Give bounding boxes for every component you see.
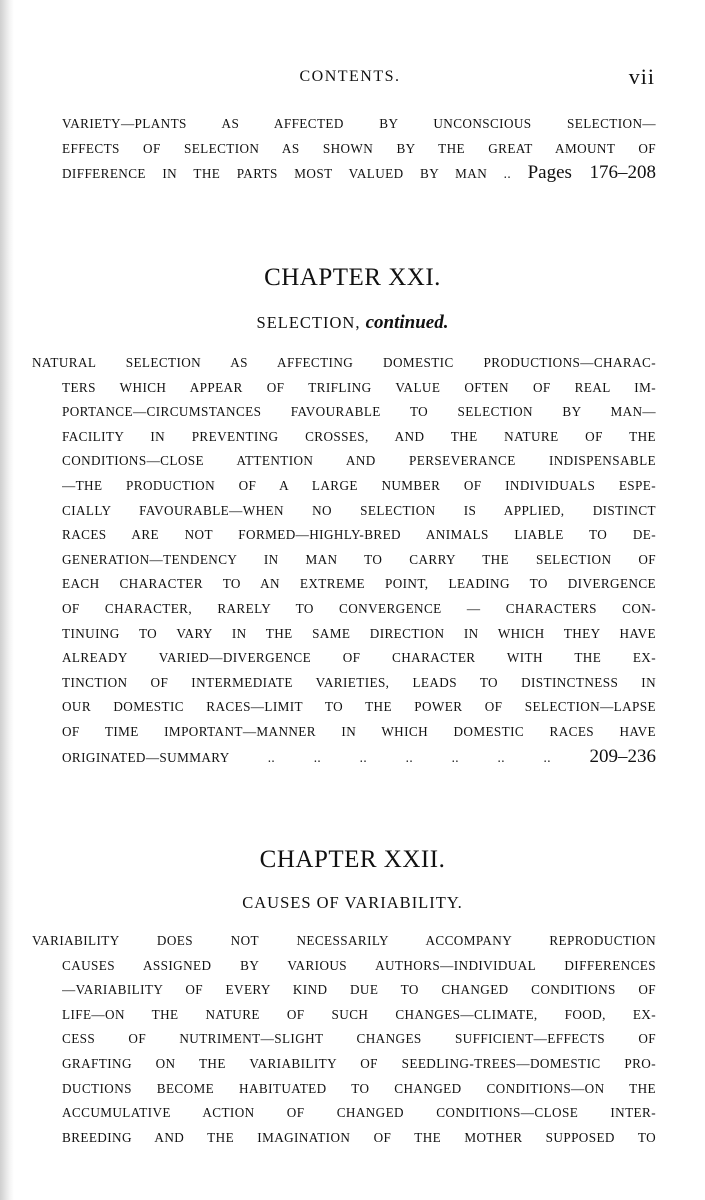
text-line: GENERATION—TENDENCY IN MAN TO CARRY THE SELECTION OF: [62, 551, 656, 567]
chapter-21-summary: [32, 351, 656, 769]
text-line: CIALLY FAVOURABLE—WHEN NO SELECTION IS APPLIED, DISTINCT: [62, 502, 656, 518]
text-line-last: [62, 161, 656, 186]
chapter-22-summary: [32, 929, 656, 1150]
page-range: 209–236: [589, 745, 656, 767]
text-line: CONDITIONS—CLOSE ATTENTION AND PERSEVERANCE INDISPENSABLE: [62, 453, 656, 469]
text-line: —VARIABILITY OF EVERY KIND DUE TO CHANGED CONDITIONS OF: [62, 982, 656, 998]
running-head: [0, 66, 705, 96]
chapter-22-title: CHAPTER XXII.: [259, 846, 446, 873]
text-line: TERS WHICH APPEAR OF TRIFLING VALUE OFTEN OF REAL IM-: [62, 379, 656, 395]
text-line: OUR DOMESTIC RACES—LIMIT TO THE POWER OF SELECTION—LAPSE: [62, 699, 656, 715]
text-line: EACH CHARACTER TO AN EXTREME POINT, LEADING TO DIVERGENCE: [62, 576, 656, 592]
text-line: ACCUMULATIVE ACTION OF CHANGED CONDITIONS—CLOSE INTER-: [62, 1105, 656, 1121]
text-line: OF TIME IMPORTANT—MANNER IN WHICH DOMESTIC RACES HAVE: [62, 723, 656, 739]
top-section-text: [62, 112, 656, 186]
text-line: NATURAL SELECTION AS AFFECTING DOMESTIC PRODUCTIONS—CHARAC-: [32, 355, 656, 370]
text-line: DUCTIONS BECOME HABITUATED TO CHANGED CONDITIONS—ON THE: [62, 1080, 656, 1096]
text-line: CAUSES ASSIGNED BY VARIOUS AUTHORS—INDIVIDUAL DIFFERENCES: [62, 957, 656, 973]
page-range: Pages 176–208: [527, 162, 656, 184]
text-line: VARIETY—PLANTS AS AFFECTED BY UNCONSCIOUS SELECTION—: [62, 116, 656, 131]
chapter-21-subtitle: [0, 312, 705, 334]
text-line: FACILITY IN PREVENTING CROSSES, AND THE NATURE OF THE: [62, 428, 656, 444]
text-line-last: [62, 745, 656, 770]
text-line: TINUING TO VARY IN THE SAME DIRECTION IN WHICH THEY HAVE: [62, 625, 656, 641]
running-head-title: CONTENTS.: [299, 68, 401, 85]
chapter-22-subtitle: CAUSES OF VARIABILITY.: [242, 893, 463, 912]
text-line: BREEDING AND THE IMAGINATION OF THE MOTHER SUPPOSED TO: [62, 1129, 656, 1145]
chapter-21-subtitle-italic: continued.: [365, 312, 449, 333]
chapter-21-title: CHAPTER XXI.: [264, 264, 441, 291]
text-line: TINCTION OF INTERMEDIATE VARIETIES, LEADS TO DISTINCTNESS IN: [62, 674, 656, 690]
chapter-21-subtitle-main: SELECTION,: [256, 313, 361, 332]
text-line: ALREADY VARIED—DIVERGENCE OF CHARACTER WITH THE EX-: [62, 650, 656, 666]
page-gutter-shadow: [0, 0, 14, 1200]
text-line-content: ORIGINATED—SUMMARY .. .. .. .. .. .. ..: [62, 749, 551, 765]
text-line: LIFE—ON THE NATURE OF SUCH CHANGES—CLIMATE, FOOD, EX-: [62, 1006, 656, 1022]
text-line: EFFECTS OF SELECTION AS SHOWN BY THE GREAT AMOUNT OF: [62, 140, 656, 156]
text-line: —THE PRODUCTION OF A LARGE NUMBER OF INDIVIDUALS ESPE-: [62, 477, 656, 493]
text-line: OF CHARACTER, RARELY TO CONVERGENCE — CHARACTERS CON-: [62, 600, 656, 616]
text-line: RACES ARE NOT FORMED—HIGHLY-BRED ANIMALS LIABLE TO DE-: [62, 527, 656, 543]
text-line: GRAFTING ON THE VARIABILITY OF SEEDLING-TREES—DOMESTIC PRO-: [62, 1055, 656, 1071]
page-number: vii: [628, 64, 655, 89]
text-line-content: DIFFERENCE IN THE PARTS MOST VALUED BY MAN ..: [62, 166, 512, 182]
text-line: CESS OF NUTRIMENT—SLIGHT CHANGES SUFFICIENT—EFFECTS OF: [62, 1031, 656, 1047]
text-line: PORTANCE—CIRCUMSTANCES FAVOURABLE TO SELECTION BY MAN—: [62, 404, 656, 420]
text-line: VARIABILITY DOES NOT NECESSARILY ACCOMPANY REPRODUCTION: [32, 933, 656, 948]
